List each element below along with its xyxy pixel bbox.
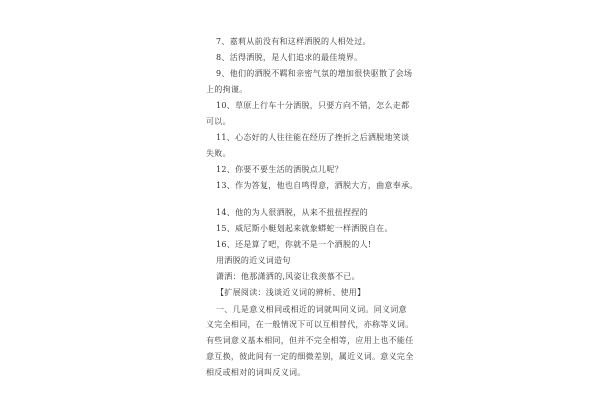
text-line-item11-cont: 失败。 bbox=[206, 149, 231, 158]
text-line-item7: 7、嘉莉从前没有和这样洒脱的人相处过。 bbox=[216, 37, 371, 46]
text-line-item9-cont: 上的拘谨。 bbox=[206, 85, 248, 94]
paragraph-line-1: 一、几是意义相同或相近的词就叫同义词。同义词意 bbox=[216, 305, 407, 314]
text-line-item13: 13、作为答复，他也自鸣得意，洒脱大方，曲意奉承。 bbox=[216, 181, 418, 190]
paragraph-line-3: 有些词意义基本相同，但并不完全相等，应用上也不能任 bbox=[206, 336, 414, 345]
text-line-item12: 12、你要不要生活的洒脱点儿呢？ bbox=[216, 165, 343, 174]
extended-reading-heading: 【扩展阅读：浅谈近义词的辨析、使用】 bbox=[216, 288, 366, 297]
text-line-item9: 9、他们的洒脱不羁和亲密气氛的增加很快驱散了会场 bbox=[216, 69, 413, 78]
text-line-item8: 8、活得洒脱，是人们追求的最佳境界。 bbox=[216, 53, 363, 62]
paragraph-line-4: 意互换，彼此间有一定的细微差别，属近义词。意义完全 bbox=[206, 352, 414, 361]
paragraph-line-5: 相反或相对的词叫反义词。 bbox=[206, 368, 306, 377]
paragraph-line-2: 义完全相同，在一般情况下可以互相替代，亦称等义词。 bbox=[206, 320, 414, 329]
text-line-item15: 15、威尼斯小艇划起来就象蟒蛇一样洒脱自在。 bbox=[216, 224, 393, 233]
text-line-item16: 16、还是算了吧，你就不是一个洒脱的人! bbox=[216, 240, 372, 249]
text-line-item10-cont: 可以。 bbox=[206, 117, 231, 126]
example-sentence: 潇洒：他那潇洒的,风姿让我羡慕不已。 bbox=[216, 272, 360, 281]
text-line-item11: 11、心态好的人往往能在经历了挫折之后洒脱地笑谈 bbox=[216, 133, 410, 142]
text-line-item10: 10、草原上行车十分洒脱，只要方向不错，怎么走都 bbox=[216, 101, 410, 110]
text-line-item14: 14、他的为人很洒脱，从来不扭扭捏捏的 bbox=[216, 208, 368, 217]
section-heading: 用洒脱的近义词造句 bbox=[216, 256, 291, 265]
